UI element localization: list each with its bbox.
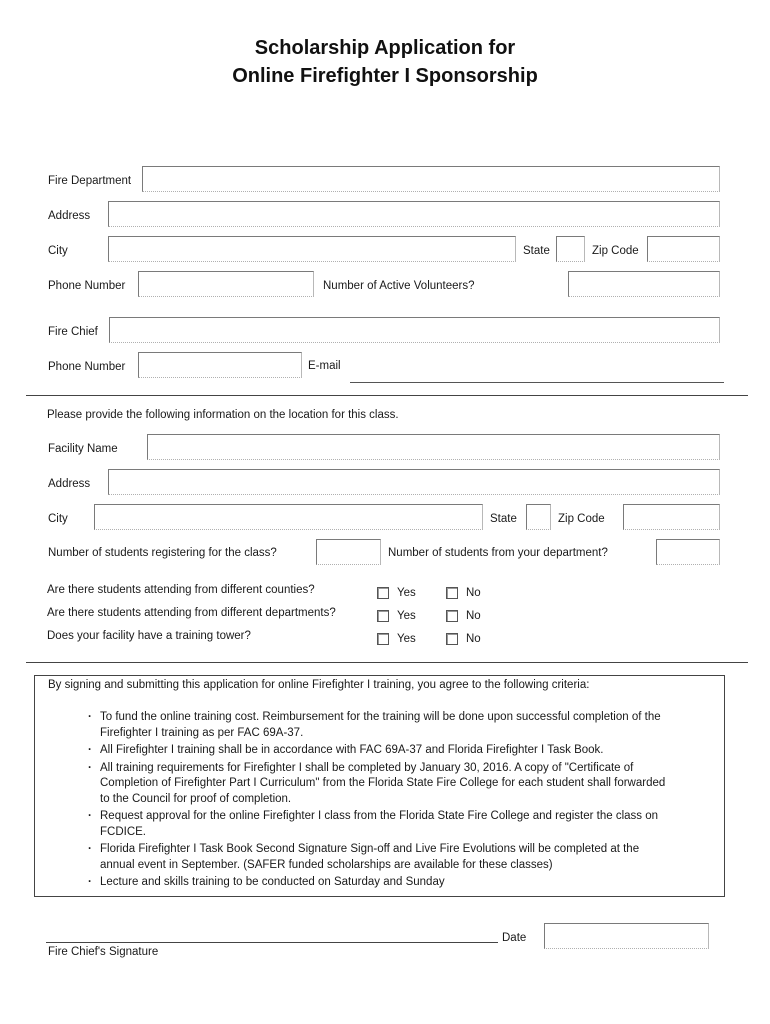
counties-no-label: No [466,587,481,599]
chief-signature-label: Fire Chief's Signature [48,946,159,958]
phone-field[interactable] [138,271,314,297]
zip-field[interactable] [647,236,720,262]
facility-label: Facility Name [48,443,118,455]
criteria-box [34,675,725,897]
title-line-2: Online Firefighter I Sponsorship [232,65,538,87]
address-field[interactable] [108,201,720,227]
date-label: Date [502,932,527,944]
location-address-label: Address [48,478,91,490]
departments-no-label: No [466,610,481,622]
location-state-field[interactable] [526,504,551,530]
criteria-list [88,710,668,893]
signature-line[interactable] [46,942,498,943]
students-registering-label: Number of students registering for the class? [48,547,277,559]
city-field[interactable] [108,236,516,262]
state-field[interactable] [556,236,585,262]
departments-yes-checkbox[interactable] [377,610,389,622]
location-state-label: State [490,513,517,525]
chief-phone-field[interactable] [138,352,302,378]
students-department-label: Number of students from your department? [388,547,608,559]
question-departments: Are there students attending from different departments? [47,607,336,619]
fire-chief-label: Fire Chief [48,326,98,338]
facility-field[interactable] [147,434,720,460]
page-title [0,34,770,90]
location-city-label: City [48,513,68,525]
fire-department-field[interactable] [142,166,720,192]
departments-no-checkbox[interactable] [446,610,458,622]
zip-label: Zip Code [592,245,639,257]
criteria-item: · To fund the online training cost. Reimbursement for the training will be done upon successful completion of the Firefighter I training as per FAC 69A-37. [88,710,668,741]
location-address-field[interactable] [108,469,720,495]
fire-chief-field[interactable] [109,317,720,343]
counties-yes-label: Yes [397,587,416,599]
state-label: State [523,245,550,257]
section-divider-2 [26,662,748,663]
tower-no-checkbox[interactable] [446,633,458,645]
volunteers-field[interactable] [568,271,720,297]
city-label: City [48,245,68,257]
criteria-intro: By signing and submitting this application for online Firefighter I training, you agree to the following criteria: [48,679,590,691]
tower-yes-label: Yes [397,633,416,645]
counties-no-checkbox[interactable] [446,587,458,599]
counties-yes-checkbox[interactable] [377,587,389,599]
address-label: Address [48,210,91,222]
tower-yes-checkbox[interactable] [377,633,389,645]
tower-no-label: No [466,633,481,645]
question-tower: Does your facility have a training tower? [47,630,251,642]
section-divider [26,395,748,396]
email-field[interactable] [350,382,724,383]
departments-yes-label: Yes [397,610,416,622]
location-intro: Please provide the following information on the location for this class. [47,409,399,421]
question-counties: Are there students attending from different counties? [47,584,315,596]
phone-label: Phone Number [48,280,126,292]
location-city-field[interactable] [94,504,483,530]
criteria-item: · Lecture and skills training to be conducted on Saturday and Sunday [88,875,668,891]
criteria-item: · All Firefighter I training shall be in accordance with FAC 69A-37 and Florida Firefighter I Task Book. [88,743,668,759]
fire-department-label: Fire Department [48,175,132,187]
title-line-1: Scholarship Application for [254,37,516,59]
email-label: E-mail [308,360,341,372]
criteria-item: · All training requirements for Firefighter I shall be completed by January 30, 2016. A copy of "Certificate of Completion of Firefighter Part I Curriculum" from the Florida State Fire College for each student shall forwarded to the Council for proof of completion. [88,761,668,808]
criteria-item: · Florida Firefighter I Task Book Second Signature Sign-off and Live Fire Evolutions will be completed at the annual event in September. (SAFER funded scholarships are available for these classes) [88,842,668,873]
students-department-field[interactable] [656,539,720,565]
students-registering-field[interactable] [316,539,381,565]
location-zip-field[interactable] [623,504,720,530]
location-zip-label: Zip Code [558,513,605,525]
date-field[interactable] [544,923,709,949]
volunteers-label: Number of Active Volunteers? [323,280,475,292]
chief-phone-label: Phone Number [48,361,126,373]
criteria-item: · Request approval for the online Firefighter I class from the Florida State Fire College and register the class on FCDICE. [88,809,668,840]
